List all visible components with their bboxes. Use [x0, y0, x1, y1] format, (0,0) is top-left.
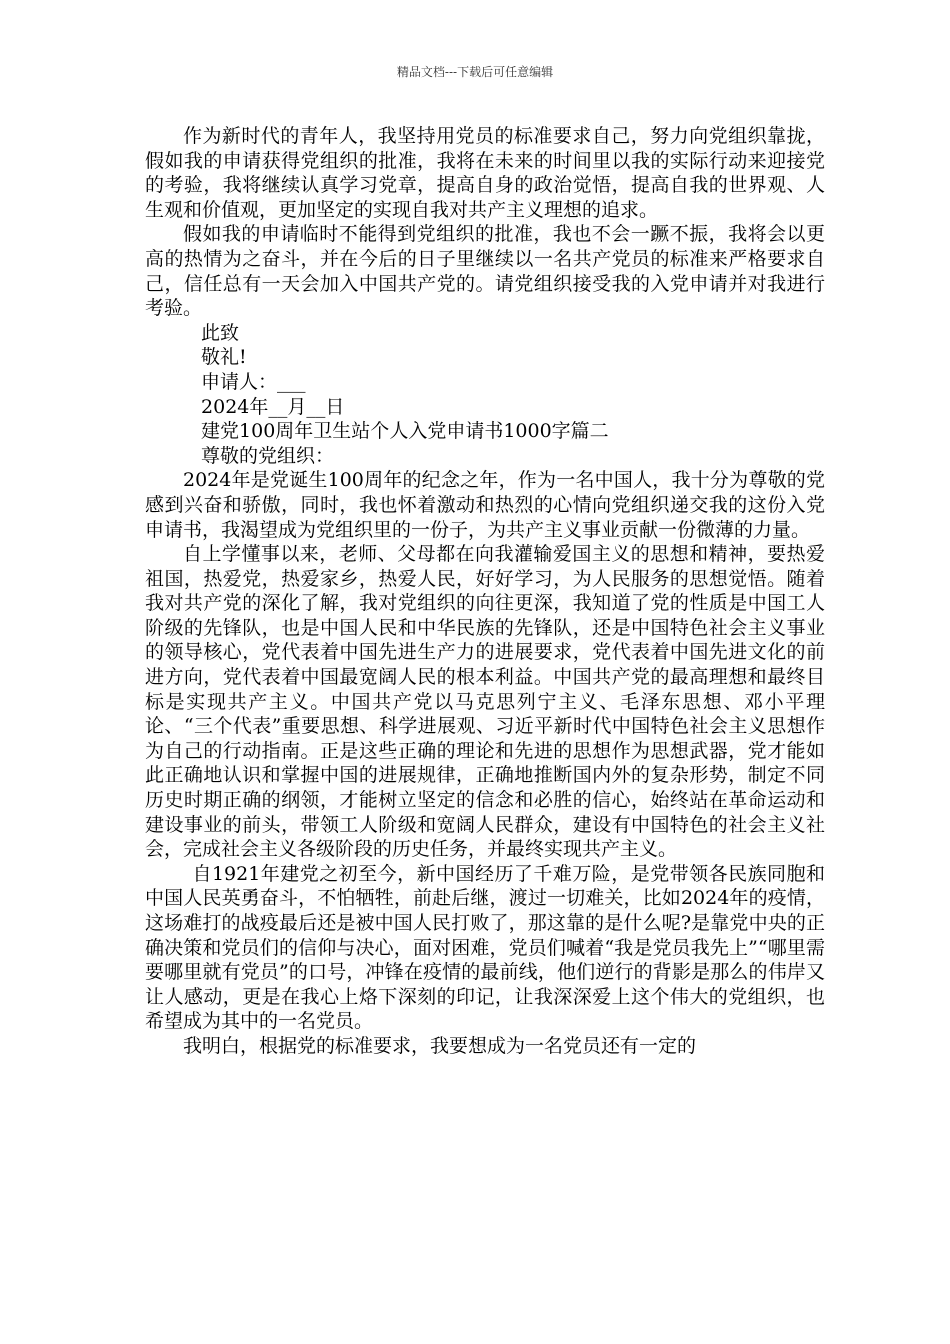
section-title: 建党100周年卫生站个人入党申请书1000字篇二: [201, 420, 609, 443]
page-header: 精品文档---下载后可任意编辑: [396, 65, 554, 79]
paragraph-understanding: 我明白，根据党的标准要求，我要想成为一名党员还有一定的: [183, 1034, 697, 1057]
document-body: [145, 124, 825, 1059]
paragraph-party-nature: 自上学懂事以来，老师、父母都在向我灌输爱国主义的思想和精神，要热爱祖国，热爱党，热爱家乡，热爱人民，好好学习，为人民服务的思想觉悟。随着我对共产党的深化了解，我对党组织的向往更深，我知道了党的性质是中国工人阶级的先锋队，也是中国人民和中华民族的先锋队，还是中国特色社会主义事业的领导核心，党代表着中国先进生产力的进展要求，党代表着中国先进文化的前进方向，党代表着中国最宽阔人民的根本利益。中国共产党的最高理想和最终目标是实现共产主义。中国共产党以马克思列宁主义、毛泽东思想、邓小平理论、“三个代表”重要思想、科学进展观、习近平新时代中国特色社会主义思想作为自己的行动指南。正是这些正确的理论和先进的思想作为思想武器，党才能如此正确地认识和掌握中国的进展规律，正确地推断国内外的复杂形势，制定不同历史时期正确的纲领，才能树立坚定的信念和必胜的信心，始终站在革命运动和建设事业的前头，带领工人阶级和宽阔人民群众，建设有中国特色的社会主义社会，完成社会主义各级阶段的历史任务，并最终实现共产主义。: [145, 543, 825, 861]
closing-greeting: 此致: [201, 321, 240, 344]
paragraph-anniversary: 2024年是党诞生100周年的纪念之年，作为一名中国人，我十分为尊敬的党感到兴奋和骄傲，同时，我也怀着激动和热烈的心情向党组织递交我的这份入党申请书，我渴望成为党组织里的一份子，为共产主义事业贡献一份微薄的力量。: [145, 469, 825, 541]
paragraph-if-not-approved: 假如我的申请临时不能得到党组织的批准，我也不会一蹶不振，我将会以更高的热情为之奋斗，并在今后的日子里继续以一名共产党员的标准来严格要求自己，信任总有一天会加入中国共产党的。请党组织接受我的入党申请并对我进行考验。: [145, 223, 825, 320]
closing-salute: 敬礼!: [201, 346, 247, 369]
paragraph-youth-commitment: 作为新时代的青年人，我坚持用党员的标准要求自己，努力向党组织靠拢，假如我的申请获得党组织的批准，我将在未来的时间里以我的实际行动来迎接党的考验，我将继续认真学习党章，提高自身的政治觉悟，提高自我的世界观、人生观和价值观，更加坚定的实现自我对共产主义理想的追求。: [145, 125, 825, 221]
paragraph-history: 自1921年建党之初至今，新中国经历了千难万险，是党带领各民族同胞和中国人民英勇奋斗，不怕牺牲，前赴后继，渡过一切难关，比如2024年的疫情，这场难打的战疫最后还是被中国人民打败了，那这靠的是什么呢?是靠党中央的正确决策和党员们的信仰与决心，面对困难，党员们喊着“我是党员我先上”“哪里需要哪里就有党员”的口号，冲锋在疫情的最前线，他们逆行的背影是那么的伟岸又让人感动，更是在我心上烙下深刻的印记，让我深深爱上这个伟大的党组织，也希望成为其中的一名党员。: [145, 862, 825, 1033]
applicant-line: 申请人：___: [201, 370, 306, 393]
date-line: 2024年__月__日: [201, 395, 345, 418]
salutation: 尊敬的党组织：: [201, 444, 335, 467]
